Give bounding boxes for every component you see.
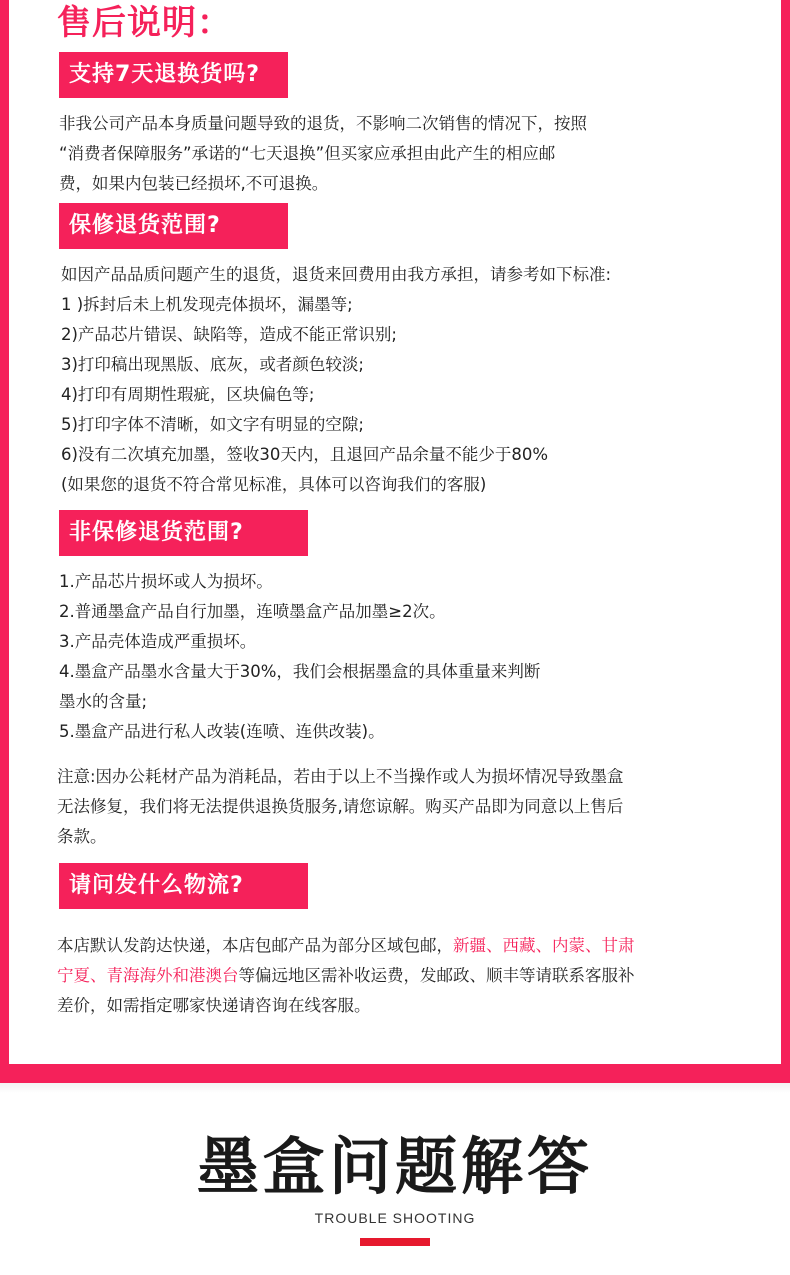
section-warranty-return-text (61, 260, 611, 500)
text-line: 墨水的含量; (59, 692, 148, 711)
text-line: 无法修复，我们将无法提供退换货服务,请您谅解。购买产品即为同意以上售后 (57, 797, 624, 816)
section-logistics-text (57, 931, 635, 1021)
section-7day-return-text (59, 109, 587, 199)
text-line: 费，如果内包装已经损坏,不可退换。 (59, 174, 329, 193)
divider-shadow (0, 1083, 790, 1093)
text-line: 条款。 (57, 827, 107, 846)
text-line: 4.墨盒产品墨水含量大于30%，我们会根据墨盒的具体重量来判断 (59, 662, 541, 681)
text-line: 5.墨盒产品进行私人改装(连喷、连供改装)。 (59, 722, 385, 741)
text-line: “消费者保障服务”承诺的“七天退换”但买家应承担由此产生的相应邮 (59, 144, 556, 163)
text-line: 1 )拆封后未上机发现壳体损坏，漏墨等; (61, 295, 353, 314)
text-line: 注意:因办公耗材产品为消耗品，若由于以上不当操作或人为损坏情况导致墨盒 (57, 767, 624, 786)
troubleshooting-title: 墨盒问题解答 (196, 1130, 593, 1203)
section-heading-non-warranty: 非保修退货范围? (59, 510, 308, 556)
text-line: 差价，如需指定哪家快递请咨询在线客服。 (57, 996, 371, 1015)
highlight-regions: 宁夏、青海海外和港澳台 (57, 966, 239, 985)
text-line: 3.产品壳体造成严重损坏。 (59, 632, 257, 651)
text-line: (如果您的退货不符合常见标准，具体可以咨询我们的客服) (61, 475, 487, 494)
text-line: 4)打印有周期性瑕疵，区块偏色等; (61, 385, 315, 404)
troubleshooting-subtitle: TROUBLE SHOOTING (314, 1210, 476, 1226)
text-segment: 等偏远地区需补收运费，发邮政、顺丰等请联系客服补 (238, 966, 635, 985)
page-title: 售后说明： (57, 3, 232, 43)
section-heading-warranty-return: 保修退货范围? (59, 203, 288, 249)
text-line: 如因产品品质问题产生的退货，退货来回费用由我方承担，请参考如下标准: (61, 265, 612, 284)
section-non-warranty-text (59, 567, 540, 747)
section-heading-7day-return: 支持7天退换货吗? (59, 52, 288, 98)
text-line: 6)没有二次填充加墨，签收30天内，且退回产品余量不能少于80% (61, 445, 549, 464)
notice-text (57, 762, 624, 852)
text-line (57, 931, 635, 961)
text-line: 5)打印字体不清晰，如文字有明显的空隙; (61, 415, 364, 434)
highlight-regions: 新疆、西藏、内蒙、甘肃 (453, 936, 635, 955)
text-line (57, 961, 635, 991)
text-line: 非我公司产品本身质量问题导致的退货，不影响二次销售的情况下，按照 (59, 114, 587, 133)
text-line: 3)打印稿出现黑版、底灰，或者颜色较淡; (61, 355, 364, 374)
accent-bar (360, 1238, 430, 1246)
text-line: 2.普通墨盒产品自行加墨，连喷墨盒产品加墨≥2次。 (59, 602, 446, 621)
section-heading-logistics: 请问发什么物流? (59, 863, 308, 909)
text-line: 2)产品芯片错误、缺陷等，造成不能正常识别; (61, 325, 397, 344)
text-segment: 本店默认发韵达快递，本店包邮产品为部分区域包邮， (57, 936, 453, 955)
text-line: 1.产品芯片损坏或人为损坏。 (59, 572, 273, 591)
